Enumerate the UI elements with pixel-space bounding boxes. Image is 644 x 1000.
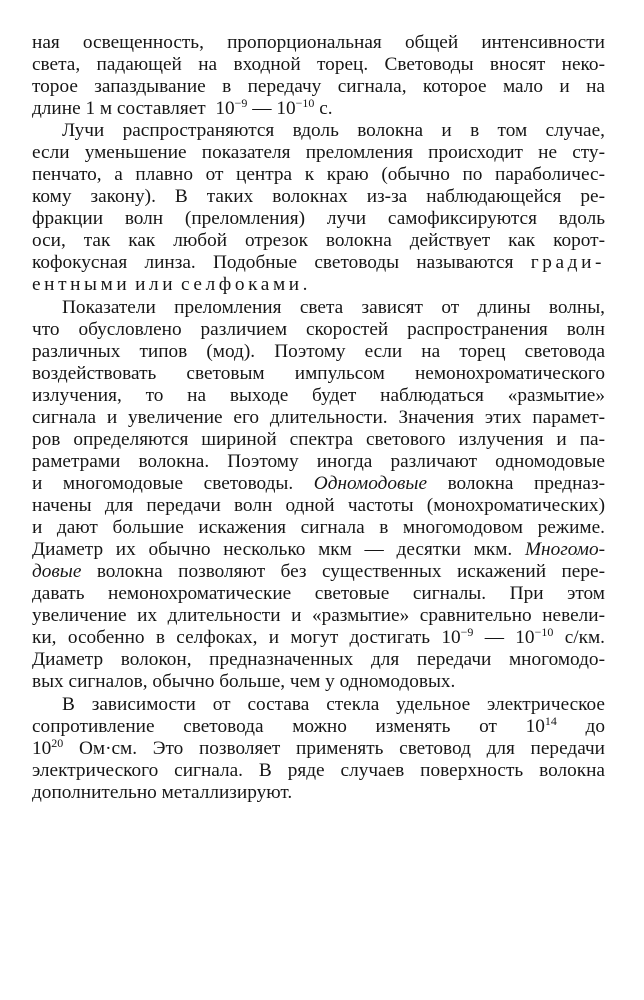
text-line: торое запаздывание в передачу сигнала, которое мало и на [32,76,605,97]
text-line: фракции волн (преломления) лучи самофиксируются вдоль [32,208,605,229]
unit: с. [319,98,333,119]
text-fragment: и многомодовые световоды. [32,473,294,494]
text-fragment: волокна позволяют без существенных искажений пере- [96,561,605,582]
text-line: ная освещенность, пропорциональная общей интенсивности [32,32,605,53]
text-line: излучения, то на выходе будет наблюдаться «размытие» [32,385,605,406]
text-line: Лучи распространяются вдоль волокна и в том случае, [62,120,605,141]
text-line: пенчато, а плавно от центра к краю (обычно по параболичес- [32,164,605,185]
spaced-term: гради- [530,252,606,273]
dispersion-range: $10^{-9}$ — $10^{-10}$ с/км. [441,625,605,648]
exponent: −9 [460,625,474,639]
text-fragment: волокна предназ- [447,473,605,494]
text-fragment: до [585,716,605,737]
italic-term: довые [32,561,82,582]
italic-term: Одномодовые [313,473,428,494]
text-line: давать немонохроматические световые сигналы. При этом [32,583,605,604]
text-line: различных типов (мод). Поэтому если на торец световода [32,341,605,362]
text-line: увеличение их длительности и «размытие» сравнительно невели- [32,605,605,626]
text-fragment: сопротивление световода можно изменять от [32,716,497,737]
text-line: воздействовать световым импульсом немонохроматического [32,363,605,384]
italic-term: Многомо- [524,539,606,560]
unit: с/км. [564,627,605,648]
text-fragment: длине 1 м составляет [32,98,206,119]
text-line: сигнала и увеличение его длительности. Значения этих парамет- [32,407,605,428]
spaced-term: селфоками. [181,274,312,295]
text-fragment: кофокусная линза. Подобные световоды называются [32,252,514,273]
text-line: В зависимости от состава стекла удельное электрическое [62,694,605,715]
spaced-term: или [135,274,177,295]
spaced-term: ентными [32,274,131,295]
text-line: Показатели преломления света зависят от длины волны, [62,297,605,318]
text-line: Диаметр волокон, предназначенных для передачи многомодо- [32,649,605,670]
text-line: вых сигналов, обычно больше, чем у одномодовых. [32,671,456,692]
exponent: 14 [544,714,557,728]
text-line: раметрами волокна. Поэтому иногда различают одномодовые [32,451,605,472]
power-value: $10^{20}$ [32,736,64,759]
text-fragment: Диаметр их обычно несколько мкм — десятки мкм. [32,539,513,560]
text-line: электрического сигнала. В ряде случаев поверхность волокна [32,760,605,781]
text-line: начены для передачи волн одной частоты (монохроматических) [32,495,605,516]
text-line: что обусловлено различием скоростей распространения волн [32,319,605,340]
text-line: оси, так как любой отрезок волокна действует как корот- [32,230,605,251]
text-line: кому закону). В таких волокнах из-за наблюдающейся ре- [32,186,605,207]
delay-range: $10^{-9}$ — $10^{-10}$ с. [210,96,333,119]
exponent: −10 [295,96,315,110]
text-line: ров определяются шириной спектра светового излучения и па- [32,429,605,450]
text-line: если уменьшение показателя преломления происходит не сту- [32,142,605,163]
power-value: $10^{14}$ [525,714,557,737]
text-fragment: ки, особенно в селфоках, и могут достигать [32,627,430,648]
text-line: дополнительно металлизируют. [32,782,293,803]
exponent: 20 [51,736,64,750]
exponent: −9 [234,96,248,110]
text-line: и дают большие искажения сигнала в многомодовом режиме. [32,517,605,538]
exponent: −10 [534,625,554,639]
text-line: света, падающей на входной торец. Световоды вносят неко- [32,54,605,75]
text-fragment: Ом·см. Это позволяет применять световод для передачи [78,738,605,759]
